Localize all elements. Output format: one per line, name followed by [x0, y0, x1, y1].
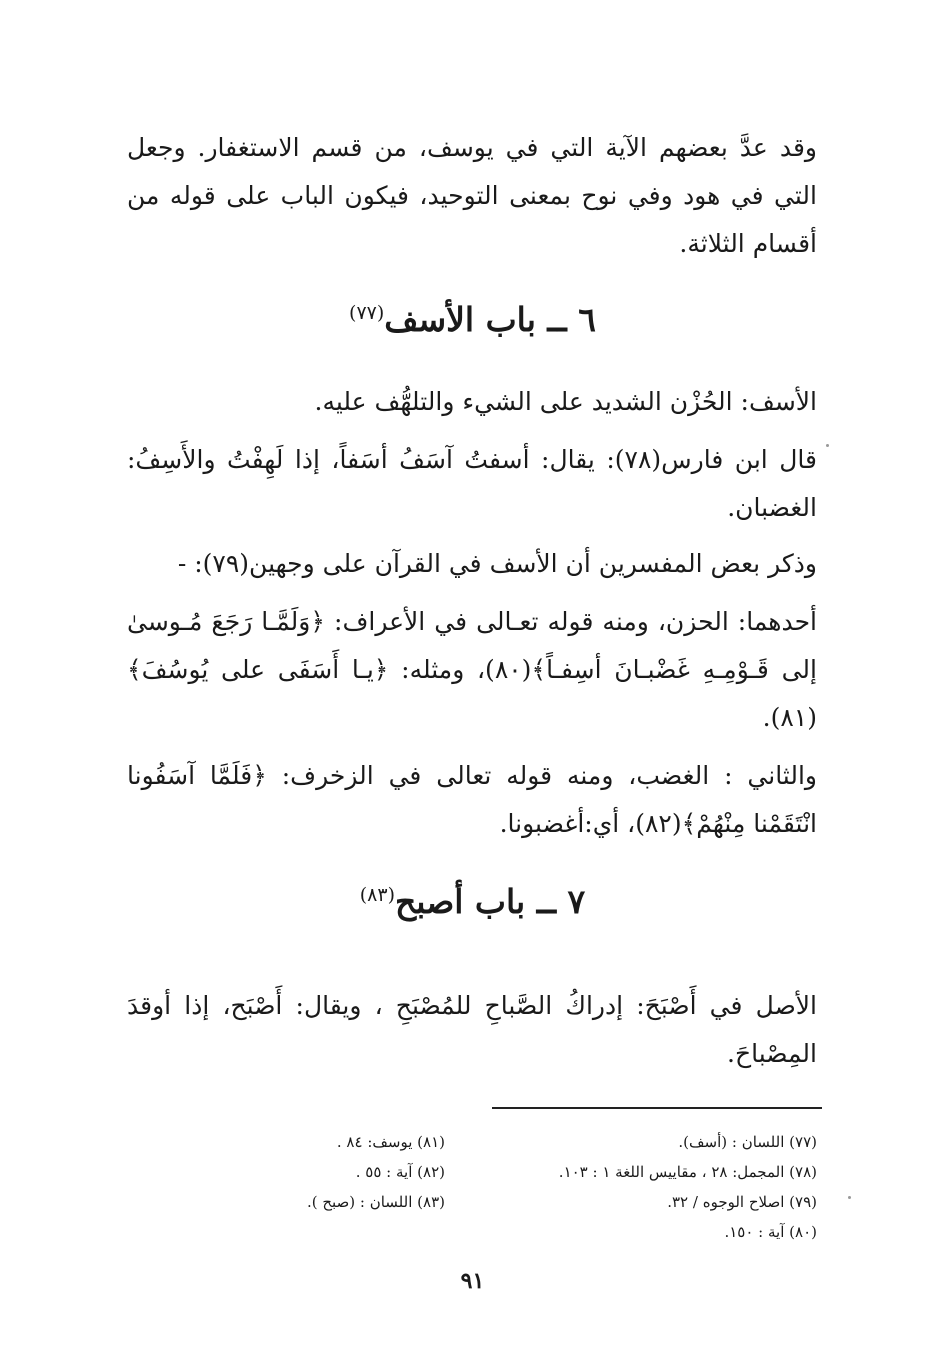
section-7-footnote-ref: (٨٣)	[359, 884, 395, 906]
scan-speck	[826, 444, 829, 447]
page-number: ٩١	[460, 1268, 485, 1294]
footnote-80: (٨٠) آية : ١٥٠.	[724, 1223, 817, 1241]
footnotes-right-column	[457, 1127, 817, 1247]
definition-paragraph: الأسف: الحُزْن الشديد على الشيء والتلهُّف عليه.	[314, 387, 817, 416]
scan-speck	[848, 1196, 851, 1199]
footnote-83: (٨٣) اللسان : (صبح ).	[306, 1193, 445, 1211]
intro-paragraph: وقد عدَّ بعضهم الآية التي في يوسف، من قسم الاستغفار. وجعل التي في هود وفي نوح بمعنى التوحيد، فيكون الباب على قوله من أقسام الثلاثة.	[127, 133, 817, 258]
footnote-78: (٧٨) المجمل: ٢٨ ، مقاييس اللغة ١ : ١٠٣.	[558, 1163, 817, 1181]
section-6-heading	[0, 300, 945, 339]
footnote-81: (٨١) يوسف: ٨٤ .	[336, 1133, 445, 1151]
footnotes-left-column	[225, 1127, 445, 1217]
footnote-79: (٧٩) اصلاح الوجوه / ٣٢.	[667, 1193, 817, 1211]
second-meaning-paragraph: والثاني : الغضب، ومنه قوله تعالى في الزخرف: ﴿فَلَمَّا آسَفُونا انْتَقَمْنا مِنْهُمْ﴾(٨٢)، أي:أغضبونا.	[127, 761, 817, 838]
asbaha-paragraph: الأصل في أَصْبَحَ: إدراكُ الصَّباحِ للمُصْبَحِ ، ويقال: أَصْبَح، إذا أوقدَ المِصْباحَ.	[127, 991, 817, 1068]
footnote-divider	[492, 1107, 822, 1109]
section-6-title: ٦ ــ باب الأسف	[384, 300, 596, 339]
section-7-heading	[0, 882, 945, 921]
first-meaning-paragraph: أحدهما: الحزن، ومنه قوله تعـالى في الأعراف: ﴿وَلَمَّـا رَجَعَ مُـوسىٰ إلى قَـوْمِـهِ غَضْبـانَ أسِفـاً﴾(٨٠)، ومثله: ﴿يـا أَسَفَى على يُوسُفَ﴾(٨١).	[127, 607, 817, 732]
footnote-82: (٨٢) آية : ٥٥ .	[355, 1163, 445, 1181]
mufassirin-paragraph: وذكر بعض المفسرين أن الأسف في القرآن على وجهين(٧٩): -	[177, 549, 817, 578]
section-6-footnote-ref: (٧٧)	[349, 302, 385, 324]
ibn-faris-paragraph: قال ابن فارس(٧٨): يقال: أسفتُ آسَفُ أسَفاً، إذا لَهِفْتُ والأَسِفُ: الغضبان.	[127, 445, 817, 522]
footnote-77: (٧٧) اللسان : (أسف).	[678, 1133, 817, 1151]
section-7-title: ٧ ــ باب أصبح	[394, 882, 586, 921]
